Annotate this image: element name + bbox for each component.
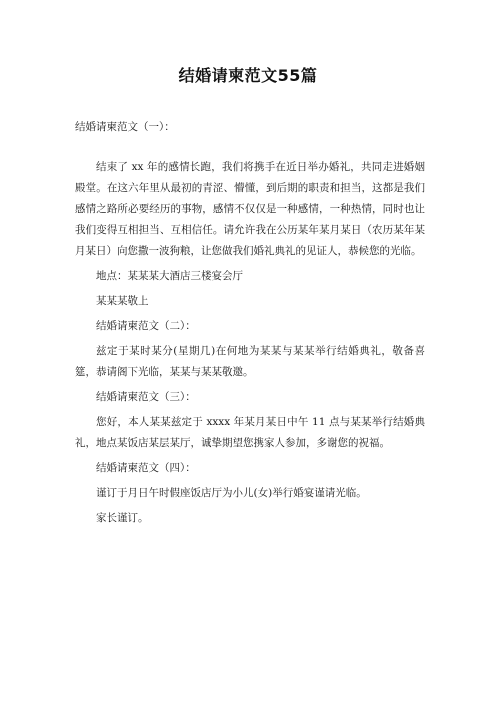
section-heading-4: 结婚请柬范文（四）：	[96, 462, 196, 474]
closing-line: 家长谨订。	[96, 512, 149, 524]
paragraph-4: 谨订于月日午时假座饭店厅为小儿(女)举行婚宴谨请光临。	[96, 487, 367, 499]
section-heading-3: 结婚请柬范文（三）：	[96, 391, 196, 403]
location-line: 地点：某某某大酒店三楼宴会厅	[96, 270, 243, 282]
document-body	[75, 117, 425, 533]
paragraph-3: 您好，本人某某兹定于 xxxx 年某月某日中午 11 点与某某举行结婚典礼，地点某饭店某层某厅，诚挚期望您携家人参加，多谢您的祝福。	[75, 416, 425, 449]
document-title: 结婚请柬范文55篇	[178, 66, 318, 85]
section-heading-2: 结婚请柬范文（二）：	[96, 320, 196, 332]
signature-line: 某某某敬上	[96, 295, 149, 307]
section-heading-1: 结婚请柬范文（一）：	[75, 121, 175, 133]
paragraph-1: 结束了 xx 年的感情长跑，我们将携手在近日举办婚礼，共同走进婚姻殿堂。在这六年里从最初的青涩、懵懂，到后期的职责和担当，这都是我们感情之路所必要经历的事物，感情不仅仅是一种感情，一种热情，同时也让我们变得互相担当、互相信任。请允许我在公历某年某月某日（农历某年某月某日）向您撒一波狗粮，让您做我们婚礼典礼的见证人，恭候您的光临。	[75, 161, 425, 257]
paragraph-2: 兹定于某时某分(星期几)在何地为某某与某某举行结婚典礼，敬备喜筵，恭请阁下光临，某某与某某敬邀。	[75, 345, 425, 378]
